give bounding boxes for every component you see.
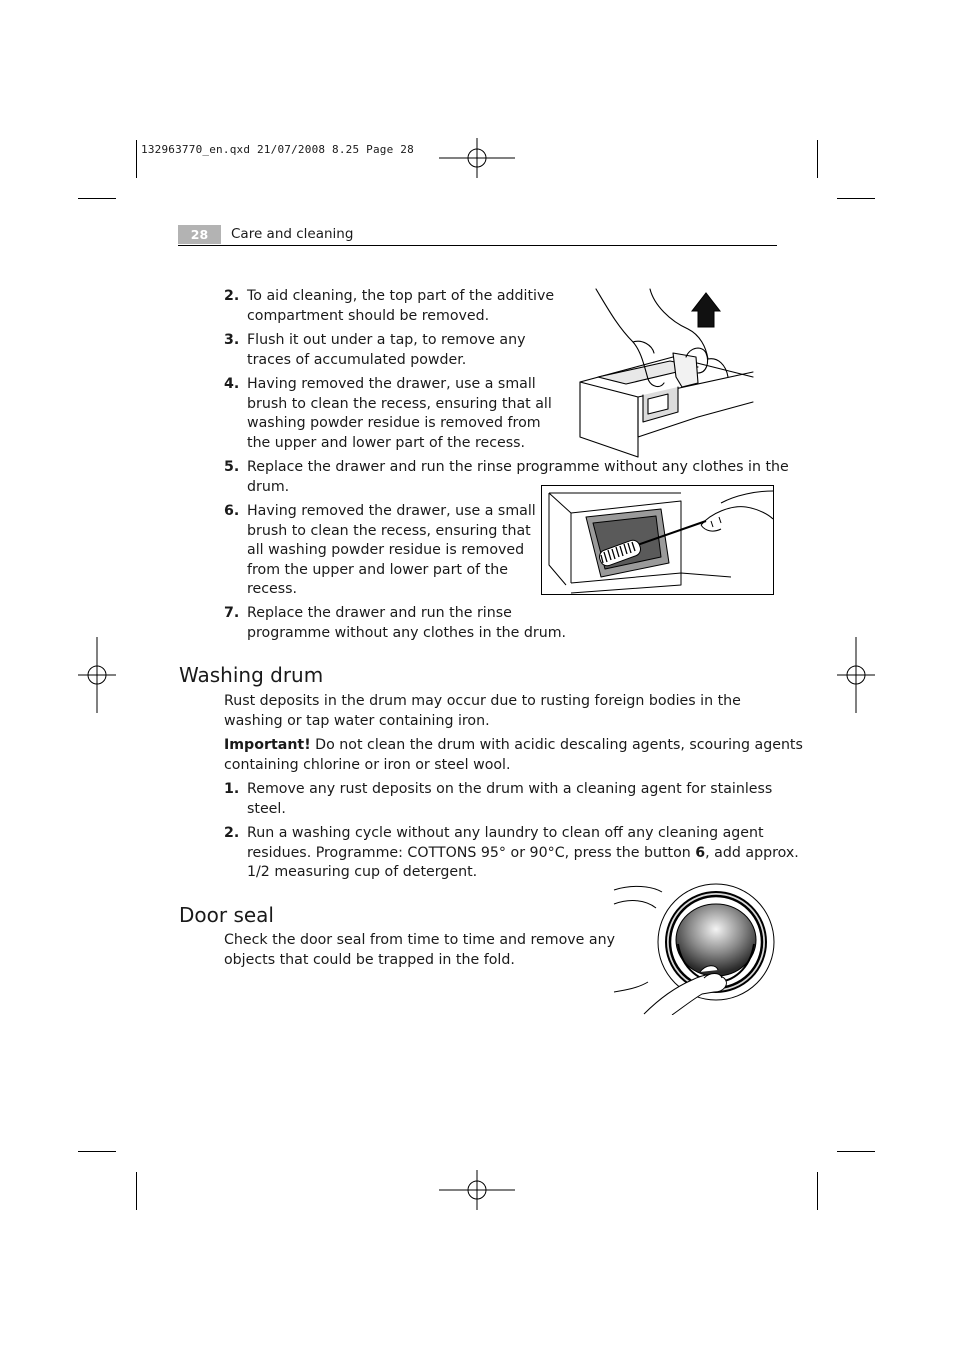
section-title: Care and cleaning xyxy=(231,226,354,242)
intro-line: washing or tap water containing iron. xyxy=(224,712,490,729)
step-text-line: Having removed the drawer, use a small xyxy=(247,376,536,392)
step-text-line: Remove any rust deposits on the drum with a cleaning agent for stainless xyxy=(247,781,773,797)
important-text: Do not clean the drum with acidic descaling agents, scouring agents xyxy=(310,737,803,753)
step-number: 6. xyxy=(224,503,240,519)
step-text-line: washing powder residue is removed from xyxy=(247,415,541,431)
step-number: 2. xyxy=(224,825,240,841)
step-text: residues. Programme: COTTONS 95° or 90°C, press the button xyxy=(247,844,696,861)
important-note xyxy=(224,736,803,775)
door-seal-line: objects that could be trapped in the fold. xyxy=(224,951,515,968)
washing-drum-intro xyxy=(224,692,741,731)
step-text-line: all washing powder residue is removed xyxy=(247,542,525,558)
important-text: containing chlorine or iron or steel wool. xyxy=(224,756,511,773)
step-number: 1. xyxy=(224,781,240,797)
step-text-line: programme without any clothes in the drum. xyxy=(247,624,567,641)
step-text-line: compartment should be removed. xyxy=(247,307,490,324)
step-text-line: Replace the drawer and run the rinse xyxy=(247,605,512,621)
step-number: 4. xyxy=(224,376,240,392)
step-text-line: brush to clean the recess, ensuring that all xyxy=(247,395,552,412)
step-text-line: drum. xyxy=(247,478,290,495)
important-label: Important! xyxy=(224,737,311,753)
brush-cleaning-illustration xyxy=(541,485,774,595)
step-text: , add approx. xyxy=(705,844,799,861)
step-number: 7. xyxy=(224,605,240,621)
button-number: 6 xyxy=(695,844,706,861)
step-text-line: traces of accumulated powder. xyxy=(247,351,467,368)
step-text-line: recess. xyxy=(247,581,298,597)
step-text-line: from the upper and lower part of the xyxy=(247,561,508,578)
print-slug: 132963770_en.qxd 21/07/2008 8.25 Page 28 xyxy=(141,143,414,156)
door-seal-heading: Door seal xyxy=(179,903,274,927)
step-number: 3. xyxy=(224,332,240,348)
door-seal-text xyxy=(224,931,615,970)
door-seal-line: Check the door seal from time to time and remove any xyxy=(224,932,615,948)
step-text-line: To aid cleaning, the top part of the additive xyxy=(247,288,555,304)
step-text-line: Flush it out under a tap, to remove any xyxy=(247,332,526,348)
step-number: 5. xyxy=(224,459,240,475)
step-text-line: Run a washing cycle without any laundry to clean off any cleaning agent xyxy=(247,825,764,841)
door-seal-illustration xyxy=(612,882,777,1015)
step-text-line: 1/2 measuring cup of detergent. xyxy=(247,864,478,880)
washing-drum-heading: Washing drum xyxy=(179,663,324,687)
intro-line: Rust deposits in the drum may occur due to rusting foreign bodies in the xyxy=(224,693,741,709)
step-text-line: Replace the drawer and run the rinse programme without any clothes in the xyxy=(247,459,789,475)
step-text-line: the upper and lower part of the recess. xyxy=(247,434,526,451)
step-text-line: steel. xyxy=(247,800,286,817)
page-number: 28 xyxy=(178,225,221,244)
step-text-line: brush to clean the recess, ensuring that xyxy=(247,522,531,539)
step-number: 2. xyxy=(224,288,240,304)
drawer-removal-illustration xyxy=(578,287,758,459)
step-text-line: Having removed the drawer, use a small xyxy=(247,503,536,519)
header-divider xyxy=(178,245,777,246)
